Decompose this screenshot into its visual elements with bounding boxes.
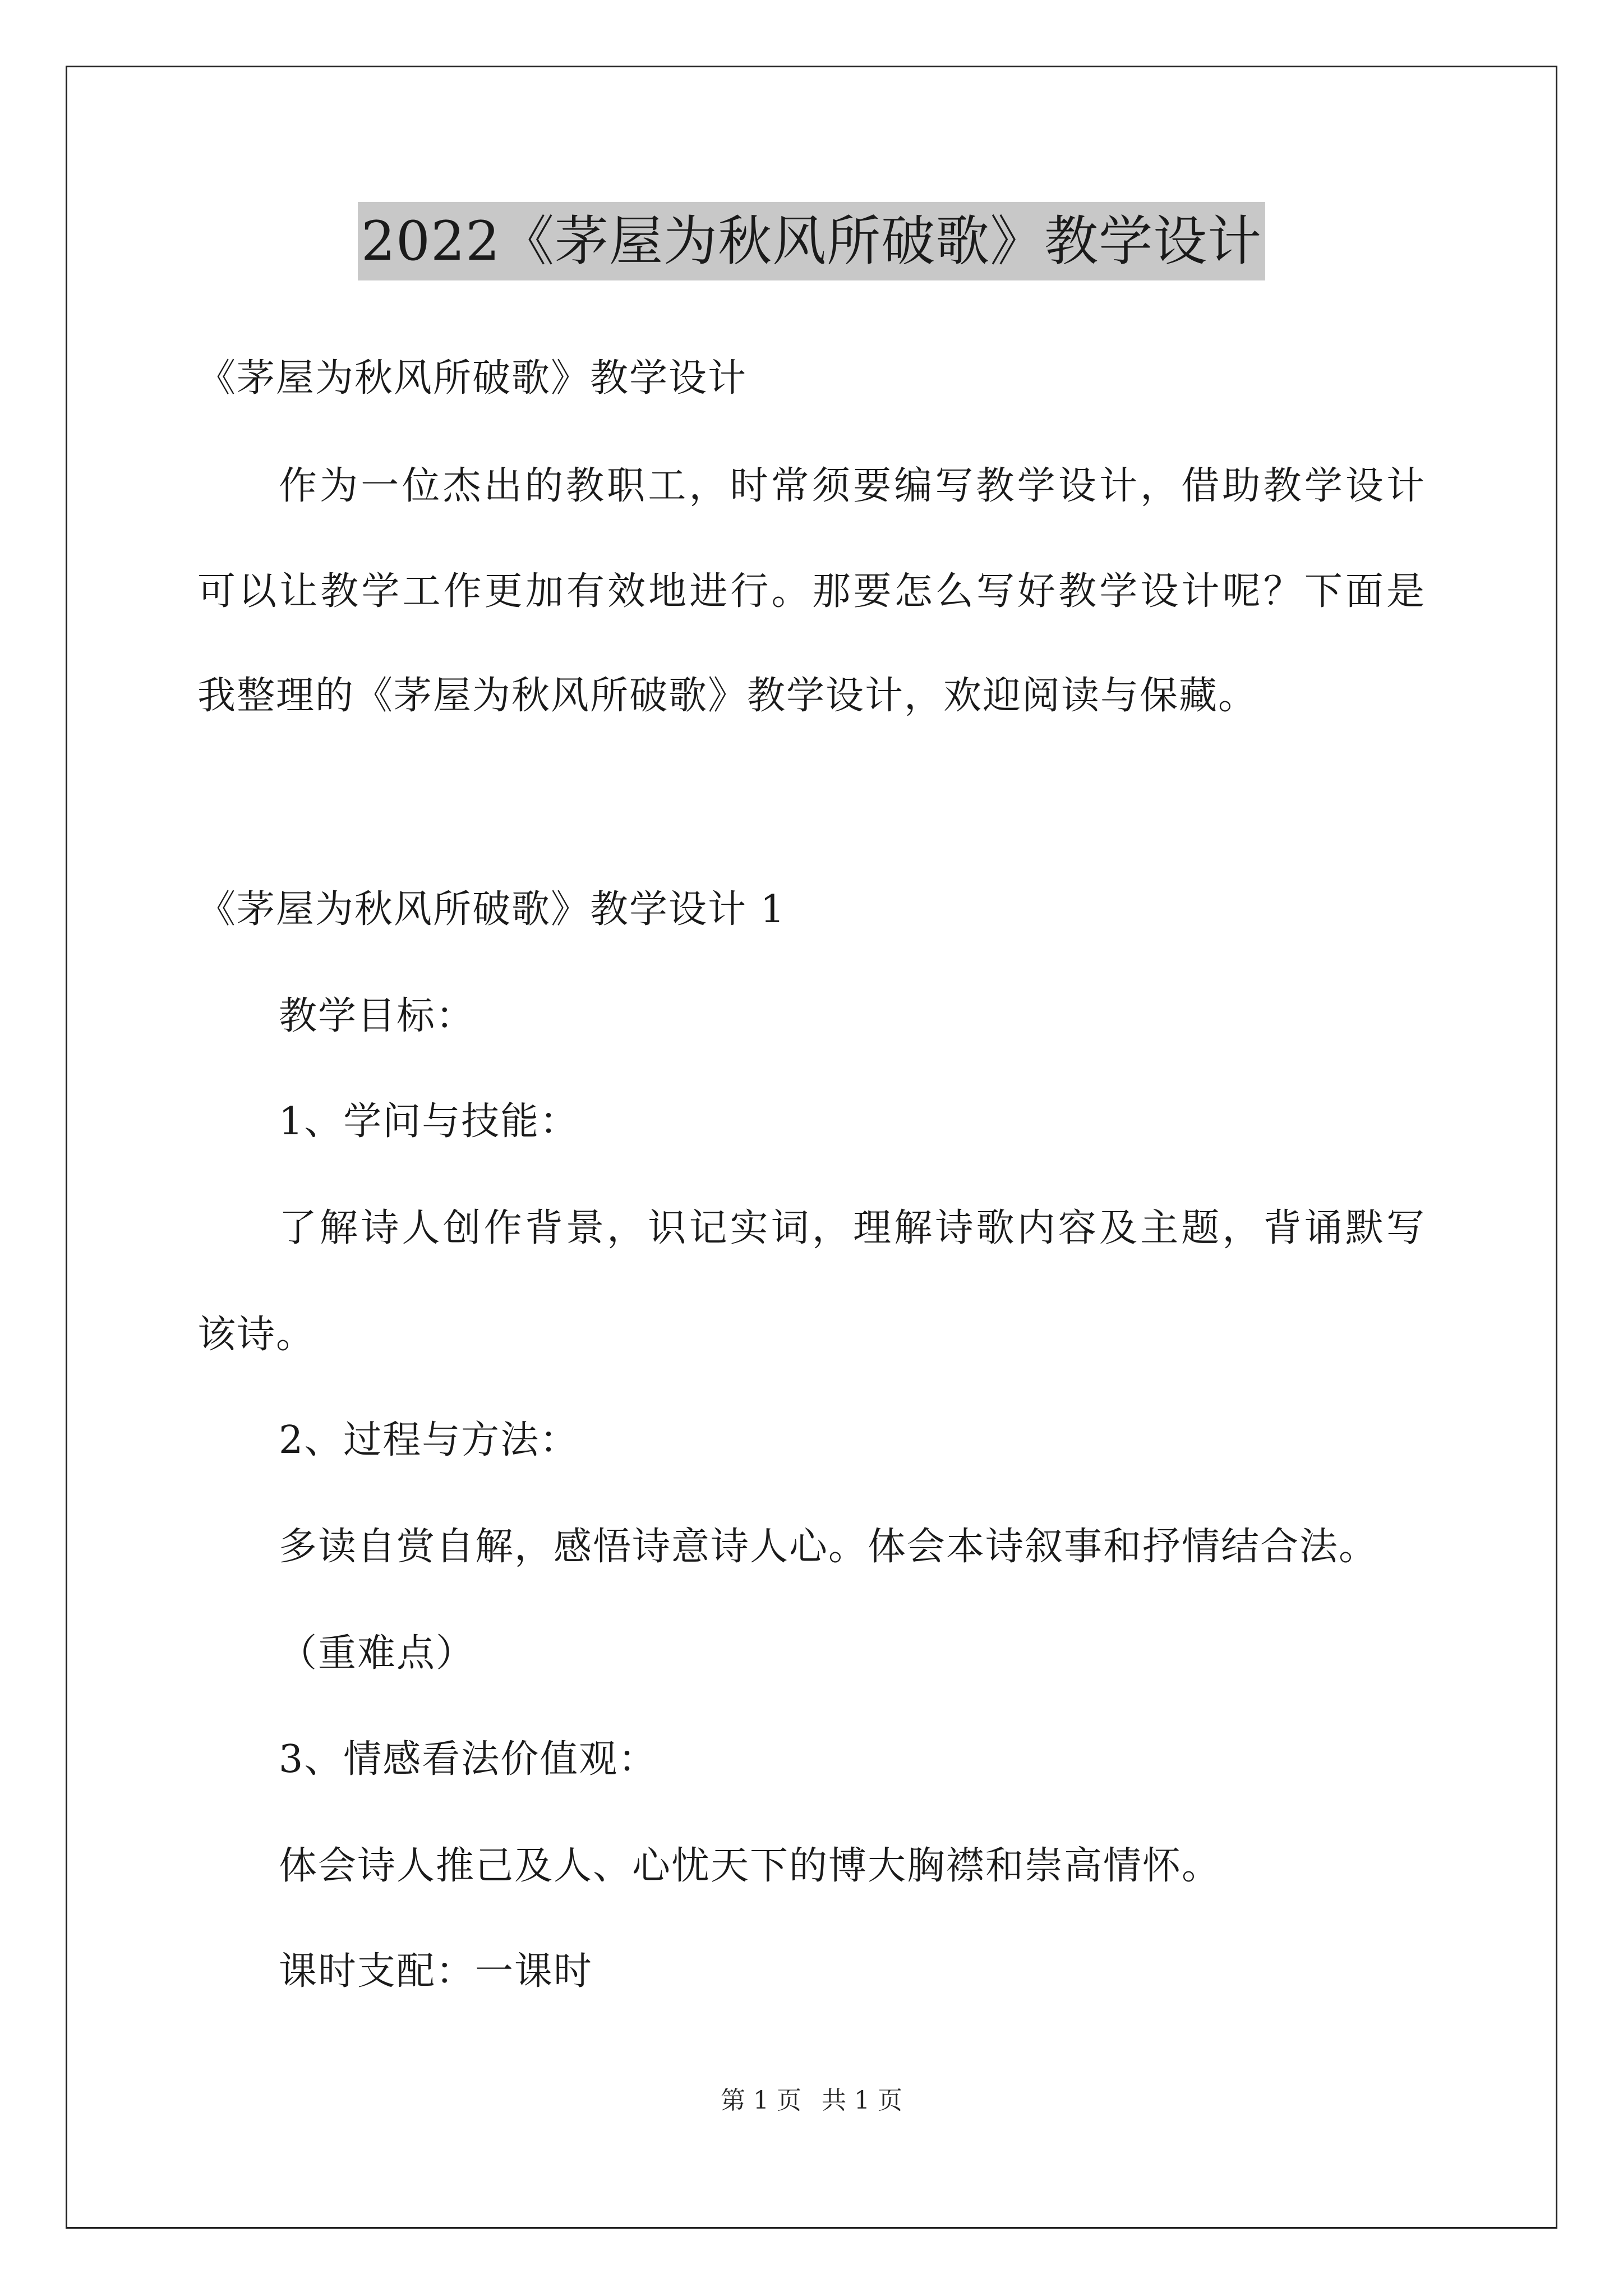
document-title: 2022《茅屋为秋风所破歌》教学设计 xyxy=(358,202,1265,280)
goal2-text: 多读自赏自解，感悟诗意诗人心。体会本诗叙事和抒情结合法。 xyxy=(279,1525,1378,1569)
schedule-line: 课时支配：一课时 xyxy=(279,1949,593,1994)
section-heading: 《茅屋为秋风所破歌》教学设计 1 xyxy=(197,887,786,932)
objectives-label: 教学目标： xyxy=(279,994,476,1038)
intro-line-2: 可以让教学工作更加有效地进行。那要怎么写好教学设计呢？下面是 xyxy=(197,569,1426,614)
page-number: 第 1 页 xyxy=(721,2086,801,2115)
goal3-text: 体会诗人推己及人、心忧天下的博大胸襟和崇高情怀。 xyxy=(279,1844,1221,1888)
goal1-text-line-2: 该诗。 xyxy=(197,1313,316,1357)
page-footer xyxy=(0,2084,1623,2118)
goal3-heading: 3、情感看法价值观： xyxy=(279,1737,658,1782)
goal1-heading: 1、学问与技能： xyxy=(279,1099,579,1144)
goal1-text-line-1: 了解诗人创作背景，识记实词，理解诗歌内容及主题，背诵默写 xyxy=(279,1206,1426,1250)
intro-line-1: 作为一位杰出的教职工，时常须要编写教学设计，借助教学设计 xyxy=(279,464,1426,508)
goal2-note: （重难点） xyxy=(279,1631,476,1676)
title-container xyxy=(0,202,1623,280)
document-subtitle: 《茅屋为秋风所破歌》教学设计 xyxy=(197,356,748,401)
total-pages: 共 1 页 xyxy=(822,2086,902,2115)
goal2-heading: 2、过程与方法： xyxy=(279,1418,579,1462)
intro-line-3: 我整理的《茅屋为秋风所破歌》教学设计，欢迎阅读与保藏。 xyxy=(197,674,1258,718)
